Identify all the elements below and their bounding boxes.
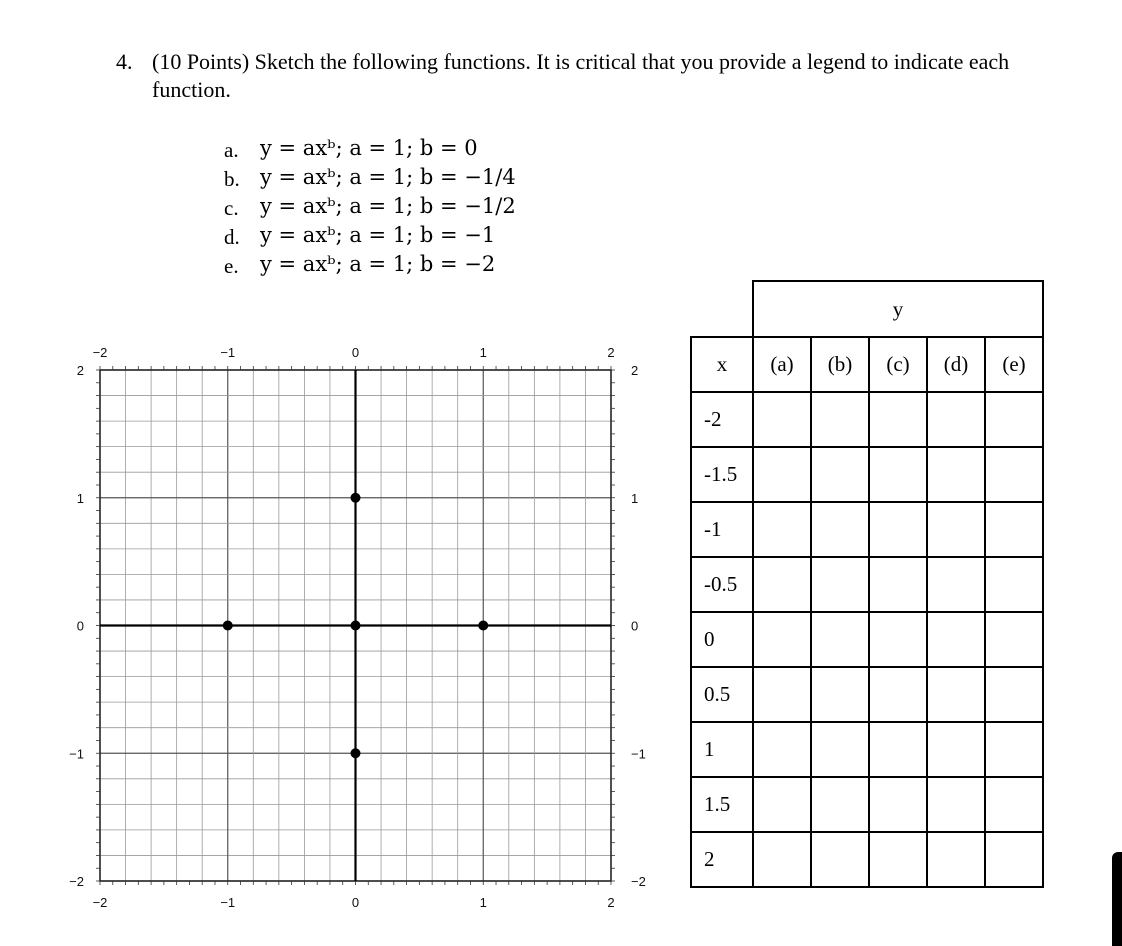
- y-tick-label-left: 2: [76, 363, 84, 378]
- y-tick-label-right: −2: [631, 874, 646, 889]
- x-tick-label-bottom: 2: [607, 895, 615, 910]
- function-letter: e.: [224, 254, 239, 278]
- y-value-cell[interactable]: [753, 777, 811, 832]
- table-row: [691, 502, 1043, 557]
- table-row: [691, 667, 1043, 722]
- y-value-cell[interactable]: [811, 502, 869, 557]
- y-value-cell[interactable]: [869, 667, 927, 722]
- y-value-cell[interactable]: [869, 447, 927, 502]
- function-equation: y = axᵇ; a = 1; b = −2: [260, 252, 496, 276]
- x-tick-label-bottom: 0: [351, 895, 360, 910]
- x-tick-label-bottom: −1: [220, 895, 236, 910]
- y-value-cell[interactable]: [927, 777, 985, 832]
- y-value-cell[interactable]: [985, 612, 1043, 667]
- function-letter: d.: [224, 225, 240, 249]
- function-equation: y = axᵇ; a = 1; b = −1: [260, 223, 496, 247]
- table-row: [691, 777, 1043, 832]
- y-value-cell[interactable]: [811, 777, 869, 832]
- y-value-cell[interactable]: [811, 722, 869, 777]
- function-equation: y = axᵇ; a = 1; b = −1/2: [260, 194, 516, 218]
- y-value-cell[interactable]: [811, 612, 869, 667]
- y-header: y: [753, 281, 1043, 337]
- y-value-cell[interactable]: [985, 502, 1043, 557]
- question-number: 4.: [116, 49, 133, 74]
- x-value-cell: -1: [691, 502, 753, 557]
- x-value-cell: -0.5: [691, 557, 753, 612]
- x-tick-label-top: 0: [351, 345, 360, 360]
- x-value-cell: -1.5: [691, 447, 753, 502]
- graph-point: [351, 748, 361, 758]
- y-value-cell[interactable]: [753, 447, 811, 502]
- y-value-cell[interactable]: [869, 502, 927, 557]
- function-letter: b.: [224, 167, 240, 191]
- y-value-cell[interactable]: [985, 832, 1043, 887]
- column-header-b: (b): [811, 337, 869, 392]
- y-value-cell[interactable]: [869, 777, 927, 832]
- table-body: [691, 392, 1043, 887]
- y-value-cell[interactable]: [985, 557, 1043, 612]
- x-value-cell: 2: [691, 832, 753, 887]
- function-letter: c.: [224, 196, 239, 220]
- y-value-cell[interactable]: [985, 722, 1043, 777]
- graph-point: [351, 621, 361, 631]
- y-value-cell[interactable]: [927, 612, 985, 667]
- y-tick-label-right: 0: [631, 618, 639, 634]
- y-value-cell[interactable]: [811, 557, 869, 612]
- y-value-cell[interactable]: [927, 832, 985, 887]
- table-row: [691, 722, 1043, 777]
- function-equation: y = axᵇ; a = 1; b = 0: [260, 136, 478, 160]
- question-text: (10 Points) Sketch the following functions. It is critical that you provide a legend to indicate each function.: [152, 49, 1010, 102]
- y-value-cell[interactable]: [985, 447, 1043, 502]
- y-value-cell[interactable]: [927, 392, 985, 447]
- column-header-e: (e): [985, 337, 1043, 392]
- x-value-cell: 1.5: [691, 777, 753, 832]
- y-tick-label-left: 1: [76, 490, 84, 506]
- y-tick-label-left: −2: [69, 874, 84, 889]
- y-value-cell[interactable]: [869, 832, 927, 887]
- x-value-cell: 1: [691, 722, 753, 777]
- y-tick-label-left: −1: [69, 746, 84, 762]
- y-value-cell[interactable]: [753, 832, 811, 887]
- column-header-a: (a): [753, 337, 811, 392]
- graph-point: [351, 493, 361, 503]
- function-letter: a.: [224, 138, 239, 162]
- y-value-cell[interactable]: [985, 777, 1043, 832]
- y-value-cell[interactable]: [753, 392, 811, 447]
- y-value-cell[interactable]: [985, 392, 1043, 447]
- y-value-cell[interactable]: [927, 557, 985, 612]
- x-tick-label-top: 1: [479, 345, 487, 360]
- y-value-cell[interactable]: [985, 667, 1043, 722]
- column-header-d: (d): [927, 337, 985, 392]
- table-corner: [691, 281, 753, 337]
- y-tick-label-right: 2: [631, 363, 639, 378]
- table-row: [691, 612, 1043, 667]
- x-tick-label-top: −2: [92, 345, 108, 360]
- y-value-cell[interactable]: [753, 557, 811, 612]
- graph-point: [478, 621, 488, 631]
- y-tick-label-left: 0: [76, 618, 84, 634]
- x-tick-label-bottom: 1: [479, 895, 487, 910]
- y-value-cell[interactable]: [811, 392, 869, 447]
- y-value-cell[interactable]: [869, 722, 927, 777]
- y-value-cell[interactable]: [811, 667, 869, 722]
- table-row: [691, 832, 1043, 887]
- table-row: [691, 557, 1043, 612]
- y-value-cell[interactable]: [927, 667, 985, 722]
- y-value-cell[interactable]: [927, 447, 985, 502]
- x-value-cell: 0: [691, 612, 753, 667]
- table-row: [691, 392, 1043, 447]
- y-value-cell[interactable]: [869, 392, 927, 447]
- table-header-row: [691, 337, 1043, 392]
- column-header-c: (c): [869, 337, 927, 392]
- x-tick-label-top: 2: [607, 345, 615, 360]
- graph-point: [223, 621, 233, 631]
- x-value-cell: 0.5: [691, 667, 753, 722]
- y-value-cell[interactable]: [927, 502, 985, 557]
- y-tick-label-right: 1: [631, 490, 639, 506]
- y-value-cell[interactable]: [753, 612, 811, 667]
- y-tick-label-right: −1: [631, 746, 646, 762]
- y-value-cell[interactable]: [869, 557, 927, 612]
- x-tick-label-top: −1: [220, 345, 236, 360]
- table-header-row-y: [691, 281, 1043, 337]
- y-value-cell[interactable]: [811, 447, 869, 502]
- table-row: [691, 447, 1043, 502]
- y-value-cell[interactable]: [869, 612, 927, 667]
- y-value-cell[interactable]: [811, 832, 869, 887]
- function-equation: y = axᵇ; a = 1; b = −1/4: [260, 165, 516, 189]
- x-header: x: [691, 337, 753, 392]
- graph-grid: [0, 330, 680, 920]
- value-table: [690, 280, 1044, 888]
- edge-mark: [1112, 852, 1122, 946]
- y-value-cell[interactable]: [753, 502, 811, 557]
- x-value-cell: -2: [691, 392, 753, 447]
- y-value-cell[interactable]: [927, 722, 985, 777]
- x-tick-label-bottom: −2: [92, 895, 108, 910]
- y-value-cell[interactable]: [753, 667, 811, 722]
- y-value-cell[interactable]: [753, 722, 811, 777]
